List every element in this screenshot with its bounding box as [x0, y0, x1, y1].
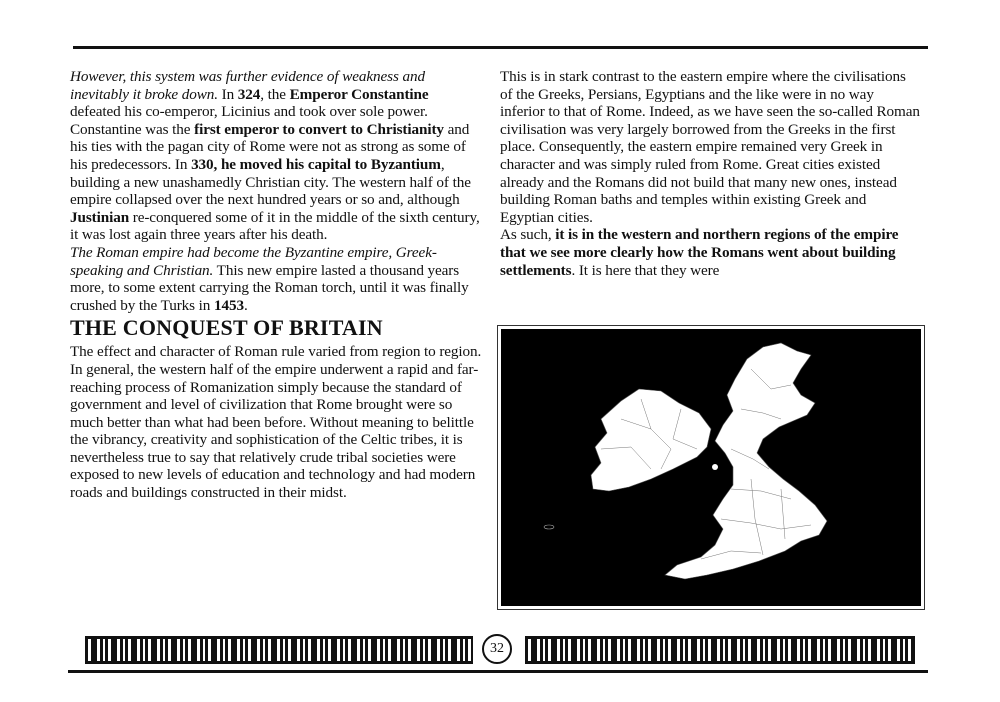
- paragraph-constantine: [70, 68, 482, 244]
- page-number: 32: [482, 634, 512, 664]
- italic-lead: However, this system was further evidence of weakness and inevitably it broke down.: [70, 68, 425, 103]
- right-column: [500, 68, 920, 279]
- text-run: , the: [260, 85, 290, 103]
- left-column: [70, 68, 482, 502]
- text-run: .: [243, 296, 248, 314]
- bold-run: 1453: [214, 296, 244, 314]
- isle-of-man: [712, 464, 718, 470]
- text-run: and his ties with the pagan city of Rome were not as strong as some of his predecessors. In: [70, 120, 470, 173]
- bold-run: Emperor Constantine: [289, 85, 429, 103]
- paragraph-eastern-empire: This is in stark contrast to the eastern empire where the civilisations of the Greeks, Persians, Egyptians and the like were in no way inferior to that of Rome. Indeed, as we have seen the so-called Roman civilisation was very largely borrowed from the Greeks in the first place. Consequently, the eastern empire remained very Greek in character and was simply ruled from Rome. Great cities existed already and the Romans did not build that many new ones, instead building Roman baths and temples within existing Greek and Egyptian cities.: [500, 68, 920, 226]
- text-run: In: [217, 85, 238, 103]
- text-run: . It is here that they were: [571, 261, 720, 279]
- bold-run: first emperor to convert to Christianity: [194, 120, 444, 138]
- paragraph-romanization: The effect and character of Roman rule varied from region to region. In general, the western half of the empire underwent a rapid and far-reaching process of Romanization simply because the standard of government and level of civilization that Rome brought were so much better than what had been before. Without meaning to belittle the vibrancy, creativity and sophistication of the Celtic tribes, it is nevertheless true to say that relatively crude tribal societies were exposed to new levels of education and technology and had modern roads and buildings constructed in their midst.: [70, 343, 482, 502]
- top-rule: [73, 46, 928, 49]
- text-run: defeated his co-emperor, Licinius and took over sole power. Constantine was the: [70, 103, 428, 138]
- text-run: , building a new unashamedly Christian city. The western half of the empire collapsed over the next hundred years or so and, although: [70, 155, 471, 209]
- map-figure: [497, 325, 925, 610]
- text-run: As such,: [500, 226, 556, 244]
- text-run: This new empire lasted a thousand years more, to some extent carrying the Roman torch, until it was finally crushed by the Turks in: [70, 261, 469, 314]
- section-heading: THE CONQUEST OF BRITAIN: [70, 315, 383, 341]
- map-background: [501, 329, 921, 606]
- bold-run: 330, he moved his capital to Byzantium: [191, 155, 441, 173]
- italic-lead: The Roman empire had become the Byzantine empire, Greek-speaking and Christian.: [70, 243, 437, 279]
- paragraph-byzantine: [70, 244, 482, 314]
- british-isles-map-icon: [501, 329, 921, 606]
- bottom-rule: [68, 670, 928, 673]
- bold-run: it is in the western and northern regions of the empire that we see more clearly how the Romans went about building settlements: [500, 226, 899, 279]
- bold-run: 324: [237, 85, 261, 103]
- ireland-landmass: [591, 389, 711, 491]
- greek-key-right: [525, 636, 915, 664]
- bold-run: Justinian: [70, 208, 130, 226]
- greek-key-left: [85, 636, 473, 664]
- paragraph-western-settlements: [500, 226, 920, 279]
- text-run: re-conquered some of it in the middle of the sixth century, it was lost again three years after his death.: [70, 208, 480, 244]
